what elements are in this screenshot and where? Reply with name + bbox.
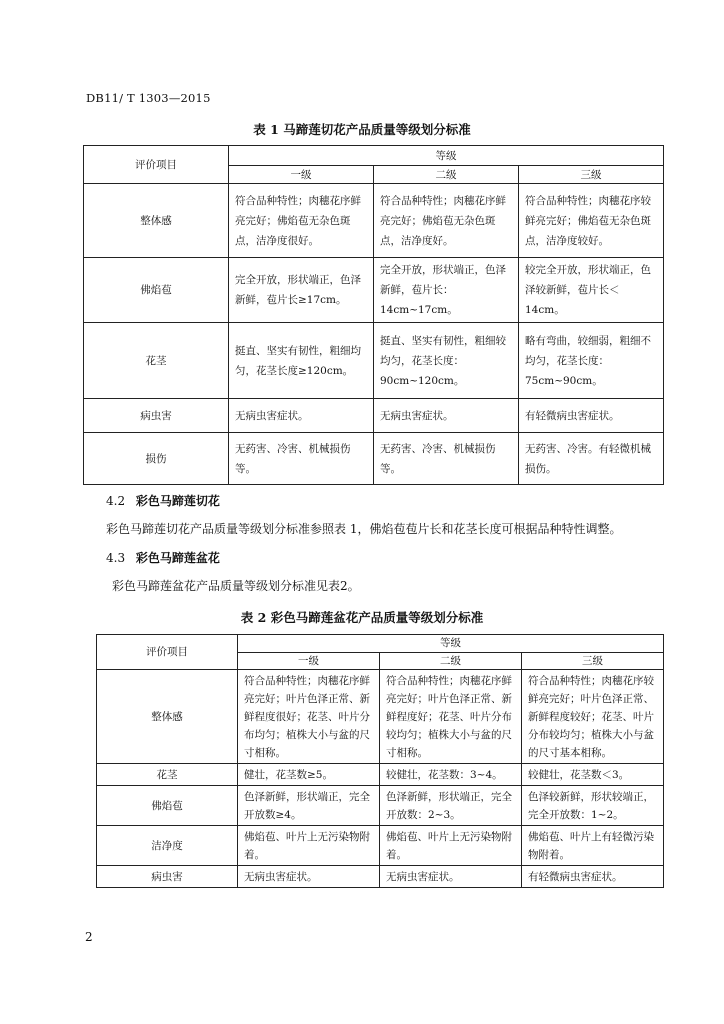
table1-caption: 表 1 马蹄莲切花产品质量等级划分标准 — [253, 122, 471, 137]
table1-cell: 较完全开放，形状端正，色泽较新鲜，苞片长＜14cm。 — [519, 258, 664, 323]
table1-cell: 有轻微病虫害症状。 — [519, 399, 664, 433]
table2-cell: 色泽较新鲜，形状较端正，完全开放数：1~2。 — [522, 786, 664, 826]
table2-cell: 符合品种特性；肉穗花序鲜亮完好；叶片色泽正常、新鲜程度好；花茎、叶片分布较均匀；植株大小与盆的尺寸相称。 — [380, 670, 522, 764]
table1-cell: 完全开放，形状端正，色泽新鲜，苞片长：14cm~17cm。 — [374, 258, 519, 323]
table1-item: 病虫害 — [84, 399, 229, 433]
section-title: 彩色马蹄莲盆花 — [135, 551, 220, 565]
table1-cell: 无病虫害症状。 — [229, 399, 374, 433]
table1-cell: 符合品种特性；肉穗花序鲜亮完好；佛焰苞无杂色斑点，洁净度好。 — [374, 184, 519, 258]
table-row — [97, 764, 664, 786]
table2-cell: 符合品种特性；肉穗花序鲜亮完好；叶片色泽正常、新鲜程度很好；花茎、叶片分布均匀；植株大小与盆的尺寸相称。 — [238, 670, 380, 764]
section-heading-4-2 — [106, 492, 220, 509]
table1-header-grade: 等级 — [229, 146, 664, 166]
section-number: 4.2 — [106, 494, 126, 508]
table1-grade-3: 三级 — [519, 166, 664, 184]
table1-cell: 符合品种特性；肉穗花序鲜亮完好；佛焰苞无杂色斑点，洁净度很好。 — [229, 184, 374, 258]
table2-cell: 无病虫害症状。 — [380, 866, 522, 888]
table-row — [84, 184, 664, 258]
table2-grade-2: 二级 — [380, 653, 522, 670]
table2-header-item: 评价项目 — [97, 635, 238, 670]
section-number: 4.3 — [106, 551, 126, 565]
table1-cell: 无药害、冷害、机械损伤等。 — [229, 433, 374, 485]
table1-grade-2: 二级 — [374, 166, 519, 184]
table1-item: 花茎 — [84, 323, 229, 399]
table2-cell: 佛焰苞、叶片上有轻微污染物附着。 — [522, 826, 664, 866]
table2-grade-1: 一级 — [238, 653, 380, 670]
table1-item: 整体感 — [84, 184, 229, 258]
table2-item: 病虫害 — [97, 866, 238, 888]
table2-cell: 佛焰苞、叶片上无污染物附着。 — [380, 826, 522, 866]
table2-caption: 表 2 彩色马蹄莲盆花产品质量等级划分标准 — [240, 610, 484, 625]
table1-cell: 略有弯曲，较细弱，粗细不均匀，花茎长度：75cm~90cm。 — [519, 323, 664, 399]
table-row — [97, 786, 664, 826]
table1-header-item: 评价项目 — [84, 146, 229, 184]
table-row — [84, 258, 664, 323]
table2-cell: 符合品种特性；肉穗花序较鲜亮完好；叶片色泽正常、新鲜程度较好；花茎、叶片分布较均匀；植株大小与盆的尺寸基本相称。 — [522, 670, 664, 764]
table2-cell: 健壮，花茎数≥5。 — [238, 764, 380, 786]
page-number: 2 — [85, 930, 93, 944]
table2 — [96, 634, 664, 888]
section-heading-4-3 — [106, 549, 220, 566]
section-title: 彩色马蹄莲切花 — [135, 494, 220, 508]
document-id: DB11/ T 1303—2015 — [86, 91, 211, 105]
section-4-3-text: 彩色马蹄莲盆花产品质量等级划分标准见表2。 — [112, 579, 360, 593]
table1-cell: 符合品种特性；肉穗花序较鲜亮完好；佛焰苞无杂色斑点，洁净度较好。 — [519, 184, 664, 258]
table2-item: 佛焰苞 — [97, 786, 238, 826]
table-row — [97, 826, 664, 866]
table1-cell: 无药害、冷害、机械损伤等。 — [374, 433, 519, 485]
table2-header-grade: 等级 — [238, 635, 664, 653]
table1-cell: 挺直、坚实有韧性，粗细较均匀，花茎长度：90cm~120cm。 — [374, 323, 519, 399]
table1-item: 损伤 — [84, 433, 229, 485]
table-row — [84, 433, 664, 485]
table1-cell: 无药害、冷害。有轻微机械损伤。 — [519, 433, 664, 485]
table1-cell: 完全开放，形状端正，色泽新鲜，苞片长≥17cm。 — [229, 258, 374, 323]
table-row — [84, 399, 664, 433]
table-row — [97, 670, 664, 764]
table2-item: 洁净度 — [97, 826, 238, 866]
table1-item: 佛焰苞 — [84, 258, 229, 323]
table2-cell: 较健壮，花茎数：3~4。 — [380, 764, 522, 786]
table1-cell: 无病虫害症状。 — [374, 399, 519, 433]
table2-item: 花茎 — [97, 764, 238, 786]
section-4-2-text: 彩色马蹄莲切花产品质量等级划分标准参照表 1，佛焰苞苞片长和花茎长度可根据品种特性调整。 — [106, 522, 622, 536]
table2-cell: 色泽新鲜，形状端正，完全开放数≥4。 — [238, 786, 380, 826]
table1 — [83, 145, 664, 485]
table2-cell: 有轻微病虫害症状。 — [522, 866, 664, 888]
table2-cell: 色泽新鲜，形状端正，完全开放数：2~3。 — [380, 786, 522, 826]
table-row — [84, 323, 664, 399]
table1-cell: 挺直、坚实有韧性，粗细均匀，花茎长度≥120cm。 — [229, 323, 374, 399]
table2-item: 整体感 — [97, 670, 238, 764]
table2-cell: 佛焰苞、叶片上无污染物附着。 — [238, 826, 380, 866]
table1-grade-1: 一级 — [229, 166, 374, 184]
table2-cell: 较健壮，花茎数＜3。 — [522, 764, 664, 786]
table2-grade-3: 三级 — [522, 653, 664, 670]
table2-cell: 无病虫害症状。 — [238, 866, 380, 888]
table-row — [97, 866, 664, 888]
